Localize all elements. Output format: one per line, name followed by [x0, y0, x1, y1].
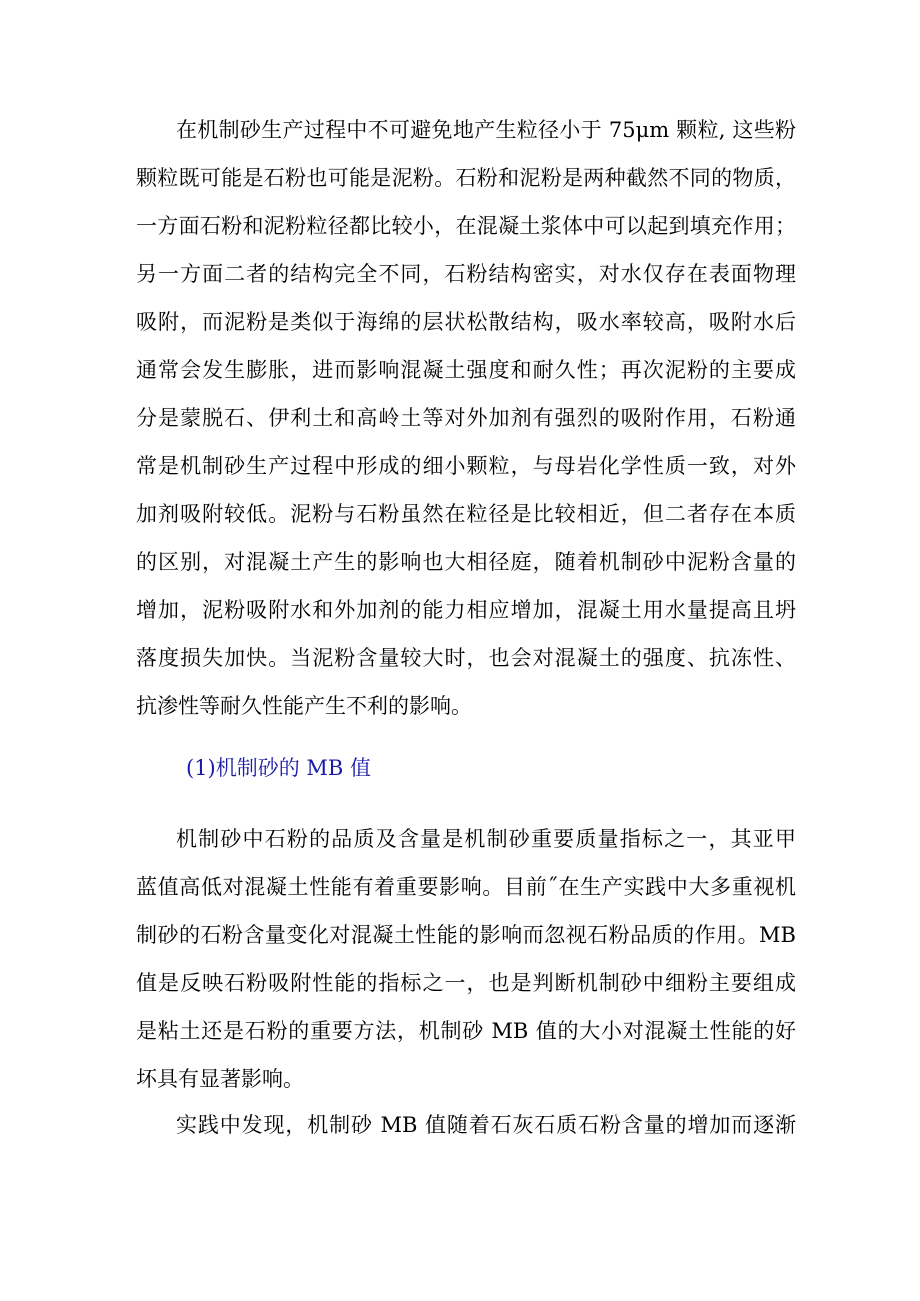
- paragraph-line: 常是机制砂生产过程中形成的细小颗粒，与母岩化学性质一致，对外: [136, 454, 796, 478]
- paragraph-line: 值是反映石粉吸附性能的指标之一，也是判断机制砂中细粉主要组成: [136, 971, 796, 995]
- paragraph-3: [136, 1101, 796, 1149]
- paragraph-2: [136, 815, 796, 1103]
- paragraph-line: 分是蒙脱石、伊利土和高岭土等对外加剂有强烈的吸附作用，石粉通: [136, 406, 796, 430]
- paragraph-line: 颗粒既可能是石粉也可能是泥粉。石粉和泥粉是两种截然不同的物质，: [136, 166, 796, 190]
- paragraph-line: 的区别，对混凝土产生的影响也大相径庭，随着机制砂中泥粉含量的: [136, 550, 796, 574]
- paragraph-line: 增加，泥粉吸附水和外加剂的能力相应增加，混凝土用水量提高且坍: [136, 598, 796, 622]
- paragraph-line: 实践中发现，机制砂 MB 值随着石灰石质石粉含量的增加而逐渐: [176, 1113, 796, 1137]
- paragraph-line: 吸附，而泥粉是类似于海绵的层状松散结构，吸水率较高，吸附水后: [136, 310, 796, 334]
- paragraph-line: 在机制砂生产过程中不可避免地产生粒径小于 75μm 颗粒, 这些粉: [176, 118, 796, 142]
- paragraph-line: 抗渗性等耐久性能产生不利的影响。: [136, 694, 472, 718]
- paragraph-line: 是粘土还是石粉的重要方法，机制砂 MB 值的大小对混凝土性能的好: [136, 1019, 796, 1043]
- paragraph-line: 坏具有显著影响。: [136, 1067, 304, 1091]
- paragraph-1: [136, 106, 796, 730]
- section-heading: (1)机制砂的 MB 值: [186, 756, 372, 780]
- paragraph-line: 机制砂中石粉的品质及含量是机制砂重要质量指标之一，其亚甲: [176, 827, 796, 851]
- paragraph-line: 制砂的石粉含量变化对混凝土性能的影响而忽视石粉品质的作用。MB: [136, 923, 796, 947]
- paragraph-line: 落度损失加快。当泥粉含量较大时，也会对混凝土的强度、抗冻性、: [136, 646, 796, 670]
- paragraph-line: 蓝值高低对混凝土性能有着重要影响。目前˝在生产实践中大多重视机: [136, 875, 796, 899]
- paragraph-line: 加剂吸附较低。泥粉与石粉虽然在粒径是比较相近，但二者存在本质: [136, 502, 796, 526]
- paragraph-line: 通常会发生膨胀，进而影响混凝土强度和耐久性；再次泥粉的主要成: [136, 358, 796, 382]
- paragraph-line: 一方面石粉和泥粉粒径都比较小，在混凝土浆体中可以起到填充作用；: [136, 214, 796, 238]
- paragraph-line: 另一方面二者的结构完全不同，石粉结构密实，对水仅存在表面物理: [136, 262, 796, 286]
